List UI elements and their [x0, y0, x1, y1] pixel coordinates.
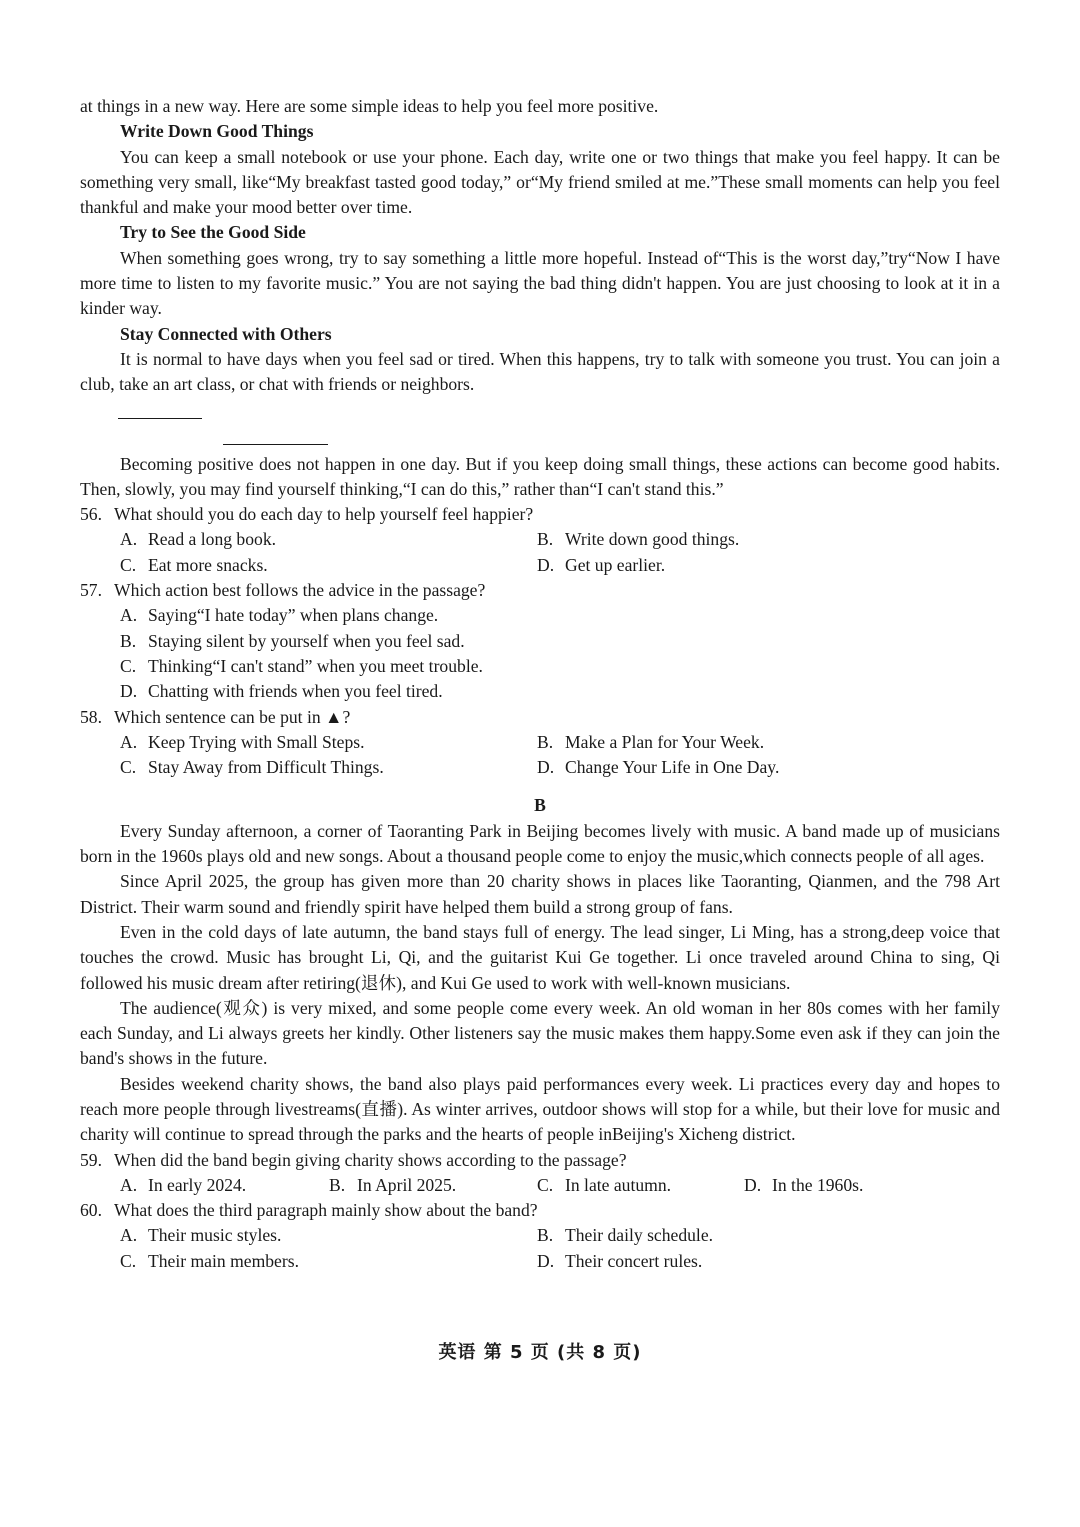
- section-paragraph: You can keep a small notebook or use your phone. Each day, write one or two things that make you feel happy. It can be something very small, like“My breakfast tasted good today,” or“My friend smiled at me.”These small moments can help you feel thankful and make your mood better over time.: [80, 146, 1000, 218]
- question-number: 57.: [80, 580, 102, 601]
- option-c: C. In late autumn.: [537, 1174, 672, 1195]
- option-b: B. Their daily schedule.: [537, 1225, 714, 1246]
- missing-heading-blank: [118, 418, 202, 419]
- missing-text-blank: [223, 444, 328, 445]
- option-b: B. Staying silent by yourself when you feel sad.: [120, 630, 465, 651]
- section-label-b: B: [534, 795, 546, 816]
- question-60: [80, 1198, 1000, 1274]
- option-c: C. Eat more snacks.: [120, 554, 268, 575]
- passage-b-paragraph: Since April 2025, the group has given more than 20 charity shows in places like Taoranting, Qianmen, and the 798 Art District. Their warm sound and friendly spirit have helped them build a strong group of fans.: [80, 871, 1000, 917]
- passage-a-conclusion: Becoming positive does not happen in one day. But if you keep doing small things, these actions can become good habits. Then, slowly, you may find yourself thinking,“I can do this,” rather than“I can't stand this.”: [80, 453, 1000, 499]
- question-text: Which action best follows the advice in the passage?: [114, 580, 486, 601]
- question-59: [80, 1148, 1000, 1199]
- option-a: A. Saying“I hate today” when plans change.: [120, 605, 439, 626]
- question-number: 60.: [80, 1200, 102, 1221]
- option-d: D. Chatting with friends when you feel tired.: [120, 681, 443, 702]
- option-a: A. In early 2024.: [120, 1174, 247, 1195]
- option-c: C. Stay Away from Difficult Things.: [120, 757, 384, 778]
- question-number: 59.: [80, 1149, 102, 1170]
- option-d: D. In the 1960s.: [744, 1174, 864, 1195]
- option-b: B. Write down good things.: [537, 529, 740, 550]
- passage-b-paragraph: Even in the cold days of late autumn, the band stays full of energy. The lead singer, Li Ming, has a strong,deep voice that touches the crowd. Music has brought Li, Qi, and the guitarist Kui Ge together. Li once traveled around China to sing, Qi followed his music dream after retiring(退休), and Kui Ge used to work with well-known musicians.: [80, 921, 1000, 993]
- question-text: What does the third paragraph mainly show about the band?: [114, 1200, 538, 1221]
- passage-b-paragraph: Every Sunday afternoon, a corner of Taoranting Park in Beijing becomes lively with music. A band made up of musicians born in the 1960s plays old and new songs. About a thousand people come to enjoy the music,which connects people of all ages.: [80, 820, 1000, 867]
- option-b: B. Make a Plan for Your Week.: [537, 731, 765, 752]
- option-d: D. Their concert rules.: [537, 1250, 703, 1271]
- option-a: A. Keep Trying with Small Steps.: [120, 731, 365, 752]
- passage-a-intro-end: at things in a new way. Here are some simple ideas to help you feel more positive.: [80, 96, 659, 116]
- option-a: A. Read a long book.: [120, 529, 277, 550]
- question-57: [80, 578, 1000, 704]
- section-paragraph: It is normal to have days when you feel sad or tired. When this happens, try to talk with someone you trust. You can join a club, take an art class, or chat with friends or neighbors.: [80, 348, 1000, 395]
- question-text: Which sentence can be put in ▲?: [114, 706, 351, 727]
- question-number: 58.: [80, 706, 102, 727]
- section-paragraph: When something goes wrong, try to say something a little more hopeful. Instead of“This is the worst day,”try“Now I have more time to listen to my favorite music.” You are not saying the bad thing didn't happen. You are just choosing to look at it in a kinder way.: [80, 247, 1000, 319]
- section-heading: Write Down Good Things: [120, 121, 314, 142]
- page-footer: 英语 第 5 页 (共 8 页): [438, 1342, 642, 1363]
- question-number: 56.: [80, 504, 102, 525]
- question-text: When did the band begin giving charity shows according to the passage?: [114, 1149, 627, 1170]
- question-56: [80, 502, 1000, 578]
- option-c: C. Their main members.: [120, 1250, 299, 1271]
- exam-page: [80, 94, 1000, 1274]
- passage-b-paragraph: Besides weekend charity shows, the band also plays paid performances every week. Li practices every day and hopes to reach more people through livestreams(直播). As winter arrives, outdoor shows will stop for a while, but their love for music and charity will continue to spread through the parks and the hearts of people inBeijing's Xicheng district.: [80, 1073, 1000, 1145]
- section-heading: Stay Connected with Others: [120, 323, 332, 344]
- question-text: What should you do each day to help yourself feel happier?: [114, 504, 534, 525]
- option-d: D. Change Your Life in One Day.: [537, 757, 780, 778]
- option-c: C. Thinking“I can't stand” when you meet trouble.: [120, 655, 483, 676]
- question-58: [80, 705, 1000, 781]
- option-b: B. In April 2025.: [329, 1174, 457, 1195]
- option-a: A. Their music styles.: [120, 1225, 282, 1246]
- section-heading: Try to See the Good Side: [120, 222, 306, 243]
- option-d: D. Get up earlier.: [537, 554, 666, 575]
- passage-b-paragraph: The audience(观众) is very mixed, and some people come every week. An old woman in her 80s comes with her family each Sunday, and Li always greets her kindly. Other listeners say the music makes them happy.Some even ask if they can join the band's shows in the future.: [80, 997, 1000, 1069]
